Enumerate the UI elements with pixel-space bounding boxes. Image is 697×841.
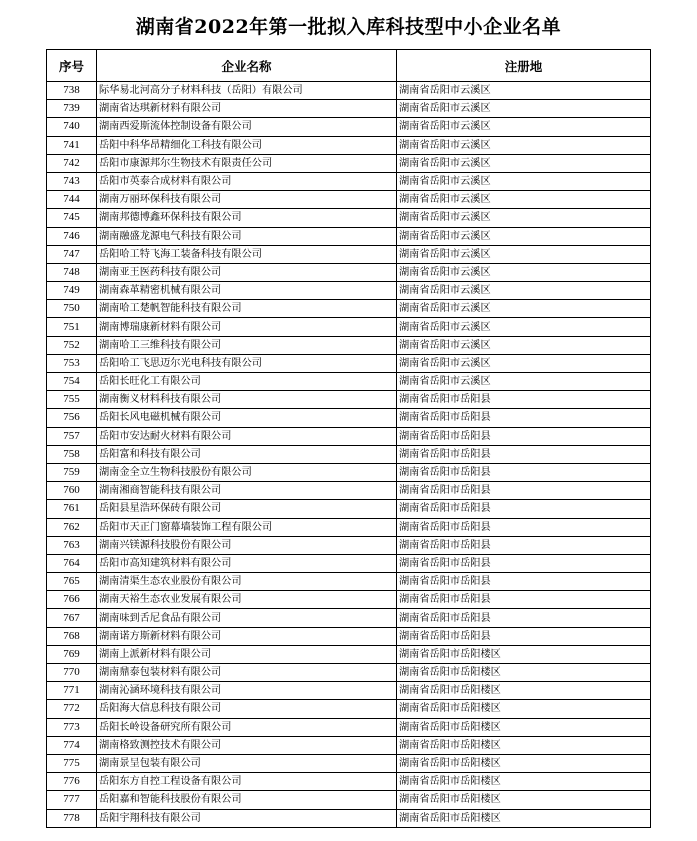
row-company-name: 岳阳哈工飞思迈尔光电科技有限公司	[97, 354, 397, 372]
row-serial-number: 776	[47, 773, 97, 791]
table-row	[47, 664, 651, 682]
row-serial-number: 754	[47, 373, 97, 391]
table-row	[47, 227, 651, 245]
row-company-name: 湖南衡义材料科技有限公司	[97, 391, 397, 409]
table-row	[47, 773, 651, 791]
table-row	[47, 609, 651, 627]
row-company-name: 岳阳海大信息科技有限公司	[97, 700, 397, 718]
table-row	[47, 391, 651, 409]
row-serial-number: 761	[47, 500, 97, 518]
row-company-name: 湖南诺方斯新材料有限公司	[97, 627, 397, 645]
row-serial-number: 759	[47, 463, 97, 481]
table-row	[47, 573, 651, 591]
row-registered-location: 湖南省岳阳市岳阳县	[397, 463, 651, 481]
row-registered-location: 湖南省岳阳市岳阳县	[397, 391, 651, 409]
row-serial-number: 745	[47, 209, 97, 227]
row-company-name: 湖南哈工楚帆智能科技有限公司	[97, 300, 397, 318]
row-company-name: 岳阳宇翔科技有限公司	[97, 809, 397, 827]
table-row	[47, 700, 651, 718]
row-registered-location: 湖南省岳阳市云溪区	[397, 191, 651, 209]
row-registered-location: 湖南省岳阳市云溪区	[397, 354, 651, 372]
table-row	[47, 718, 651, 736]
row-serial-number: 751	[47, 318, 97, 336]
row-serial-number: 742	[47, 154, 97, 172]
row-registered-location: 湖南省岳阳市云溪区	[397, 172, 651, 190]
row-registered-location: 湖南省岳阳市云溪区	[397, 100, 651, 118]
row-registered-location: 湖南省岳阳市岳阳楼区	[397, 809, 651, 827]
row-company-name: 岳阳中科华昂精细化工科技有限公司	[97, 136, 397, 154]
row-registered-location: 湖南省岳阳市云溪区	[397, 373, 651, 391]
row-company-name: 岳阳市高知建筑材料有限公司	[97, 554, 397, 572]
row-serial-number: 755	[47, 391, 97, 409]
row-registered-location: 湖南省岳阳市岳阳楼区	[397, 700, 651, 718]
row-registered-location: 湖南省岳阳市云溪区	[397, 82, 651, 100]
row-serial-number: 741	[47, 136, 97, 154]
row-company-name: 湖南兴镁源科技股份有限公司	[97, 536, 397, 554]
row-company-name: 岳阳长岭设备研究所有限公司	[97, 718, 397, 736]
row-company-name: 岳阳市天正门窗幕墙装饰工程有限公司	[97, 518, 397, 536]
row-company-name: 湖南博瑞康新材料有限公司	[97, 318, 397, 336]
table-row	[47, 263, 651, 281]
row-registered-location: 湖南省岳阳市岳阳县	[397, 554, 651, 572]
row-serial-number: 767	[47, 609, 97, 627]
table-row	[47, 536, 651, 554]
row-registered-location: 湖南省岳阳市岳阳县	[397, 482, 651, 500]
row-registered-location: 湖南省岳阳市岳阳县	[397, 445, 651, 463]
row-company-name: 湖南万丽环保科技有限公司	[97, 191, 397, 209]
table-row	[47, 373, 651, 391]
row-registered-location: 湖南省岳阳市云溪区	[397, 209, 651, 227]
company-table	[46, 49, 651, 828]
row-company-name: 岳阳嘉和智能科技股份有限公司	[97, 791, 397, 809]
row-registered-location: 湖南省岳阳市岳阳县	[397, 518, 651, 536]
row-registered-location: 湖南省岳阳市岳阳楼区	[397, 736, 651, 754]
table-row	[47, 409, 651, 427]
row-company-name: 际华易北河高分子材料科技（岳阳）有限公司	[97, 82, 397, 100]
row-serial-number: 769	[47, 645, 97, 663]
row-company-name: 湖南沁涵环境科技有限公司	[97, 682, 397, 700]
row-registered-location: 湖南省岳阳市云溪区	[397, 318, 651, 336]
row-registered-location: 湖南省岳阳市云溪区	[397, 300, 651, 318]
table-row	[47, 245, 651, 263]
row-serial-number: 771	[47, 682, 97, 700]
row-registered-location: 湖南省岳阳市云溪区	[397, 227, 651, 245]
table-row	[47, 645, 651, 663]
row-registered-location: 湖南省岳阳市岳阳楼区	[397, 791, 651, 809]
row-company-name: 岳阳哈工特飞海工装备科技有限公司	[97, 245, 397, 263]
row-serial-number: 774	[47, 736, 97, 754]
row-company-name: 湖南格致测控技术有限公司	[97, 736, 397, 754]
row-serial-number: 748	[47, 263, 97, 281]
row-company-name: 岳阳东方自控工程设备有限公司	[97, 773, 397, 791]
row-company-name: 湖南哈工三维科技有限公司	[97, 336, 397, 354]
row-registered-location: 湖南省岳阳市云溪区	[397, 118, 651, 136]
table-row	[47, 518, 651, 536]
row-registered-location: 湖南省岳阳市岳阳楼区	[397, 754, 651, 772]
table-row	[47, 809, 651, 827]
row-company-name: 岳阳市安达耐火材料有限公司	[97, 427, 397, 445]
row-serial-number: 764	[47, 554, 97, 572]
row-company-name: 岳阳市英泰合成材料有限公司	[97, 172, 397, 190]
row-company-name: 岳阳市康源邦尔生物技术有限责任公司	[97, 154, 397, 172]
table-row	[47, 300, 651, 318]
row-serial-number: 750	[47, 300, 97, 318]
row-registered-location: 湖南省岳阳市云溪区	[397, 336, 651, 354]
row-registered-location: 湖南省岳阳市岳阳县	[397, 409, 651, 427]
row-registered-location: 湖南省岳阳市云溪区	[397, 282, 651, 300]
row-registered-location: 湖南省岳阳市岳阳楼区	[397, 718, 651, 736]
table-header-row	[47, 50, 651, 82]
row-serial-number: 744	[47, 191, 97, 209]
row-registered-location: 湖南省岳阳市岳阳楼区	[397, 664, 651, 682]
row-serial-number: 762	[47, 518, 97, 536]
row-serial-number: 756	[47, 409, 97, 427]
row-serial-number: 775	[47, 754, 97, 772]
table-row	[47, 354, 651, 372]
row-serial-number: 738	[47, 82, 97, 100]
table-row	[47, 791, 651, 809]
row-serial-number: 758	[47, 445, 97, 463]
row-company-name: 湖南景呈包装有限公司	[97, 754, 397, 772]
row-company-name: 湖南邦德博鑫环保科技有限公司	[97, 209, 397, 227]
table-row	[47, 463, 651, 481]
row-serial-number: 753	[47, 354, 97, 372]
row-company-name: 湖南上派新材料有限公司	[97, 645, 397, 663]
table-row	[47, 682, 651, 700]
row-registered-location: 湖南省岳阳市岳阳县	[397, 427, 651, 445]
table-row	[47, 482, 651, 500]
row-registered-location: 湖南省岳阳市云溪区	[397, 136, 651, 154]
row-serial-number: 746	[47, 227, 97, 245]
row-company-name: 湖南省达琪新材料有限公司	[97, 100, 397, 118]
header-registered-location: 注册地	[397, 50, 651, 82]
row-company-name: 岳阳县星浩环保砖有限公司	[97, 500, 397, 518]
row-serial-number: 740	[47, 118, 97, 136]
row-company-name: 湖南鼎泰包装材料有限公司	[97, 664, 397, 682]
row-serial-number: 770	[47, 664, 97, 682]
row-company-name: 湖南天裕生态农业发展有限公司	[97, 591, 397, 609]
table-row	[47, 627, 651, 645]
row-registered-location: 湖南省岳阳市岳阳县	[397, 536, 651, 554]
row-company-name: 湖南亚王医药科技有限公司	[97, 263, 397, 281]
header-company-name: 企业名称	[97, 50, 397, 82]
table-row	[47, 209, 651, 227]
table-row	[47, 154, 651, 172]
row-company-name: 湖南金全立生物科技股份有限公司	[97, 463, 397, 481]
table-row	[47, 445, 651, 463]
table-row	[47, 100, 651, 118]
row-serial-number: 739	[47, 100, 97, 118]
table-row	[47, 118, 651, 136]
row-serial-number: 749	[47, 282, 97, 300]
table-row	[47, 427, 651, 445]
row-company-name: 湖南西爱斯流体控制设备有限公司	[97, 118, 397, 136]
row-serial-number: 765	[47, 573, 97, 591]
row-registered-location: 湖南省岳阳市云溪区	[397, 245, 651, 263]
row-registered-location: 湖南省岳阳市岳阳楼区	[397, 682, 651, 700]
document-title: 湖南省2022年第一批拟入库科技型中小企业名单	[135, 16, 562, 38]
table-row	[47, 318, 651, 336]
row-registered-location: 湖南省岳阳市岳阳县	[397, 609, 651, 627]
table-row	[47, 136, 651, 154]
row-serial-number: 768	[47, 627, 97, 645]
row-registered-location: 湖南省岳阳市岳阳县	[397, 500, 651, 518]
table-row	[47, 336, 651, 354]
table-row	[47, 736, 651, 754]
row-serial-number: 757	[47, 427, 97, 445]
row-serial-number: 747	[47, 245, 97, 263]
row-company-name: 岳阳富和科技有限公司	[97, 445, 397, 463]
table-row	[47, 82, 651, 100]
row-serial-number: 773	[47, 718, 97, 736]
row-serial-number: 763	[47, 536, 97, 554]
row-serial-number: 778	[47, 809, 97, 827]
row-serial-number: 752	[47, 336, 97, 354]
row-registered-location: 湖南省岳阳市岳阳县	[397, 573, 651, 591]
row-serial-number: 760	[47, 482, 97, 500]
table-row	[47, 754, 651, 772]
row-registered-location: 湖南省岳阳市岳阳楼区	[397, 773, 651, 791]
row-company-name: 湖南森革精密机械有限公司	[97, 282, 397, 300]
row-company-name: 岳阳长风电磁机械有限公司	[97, 409, 397, 427]
row-company-name: 湖南融盛龙源电气科技有限公司	[97, 227, 397, 245]
row-serial-number: 777	[47, 791, 97, 809]
row-company-name: 湖南湘商智能科技有限公司	[97, 482, 397, 500]
table-row	[47, 500, 651, 518]
table-body	[47, 82, 651, 828]
table-row	[47, 554, 651, 572]
row-serial-number: 772	[47, 700, 97, 718]
row-registered-location: 湖南省岳阳市岳阳县	[397, 591, 651, 609]
row-registered-location: 湖南省岳阳市云溪区	[397, 154, 651, 172]
row-serial-number: 743	[47, 172, 97, 190]
row-company-name: 湖南味到舌尼食品有限公司	[97, 609, 397, 627]
table-row	[47, 282, 651, 300]
row-registered-location: 湖南省岳阳市岳阳县	[397, 627, 651, 645]
row-company-name: 岳阳长旺化工有限公司	[97, 373, 397, 391]
row-registered-location: 湖南省岳阳市云溪区	[397, 263, 651, 281]
header-serial-number: 序号	[47, 50, 97, 82]
row-company-name: 湖南清渠生态农业股份有限公司	[97, 573, 397, 591]
row-serial-number: 766	[47, 591, 97, 609]
table-row	[47, 591, 651, 609]
table-row	[47, 172, 651, 190]
row-registered-location: 湖南省岳阳市岳阳楼区	[397, 645, 651, 663]
table-row	[47, 191, 651, 209]
